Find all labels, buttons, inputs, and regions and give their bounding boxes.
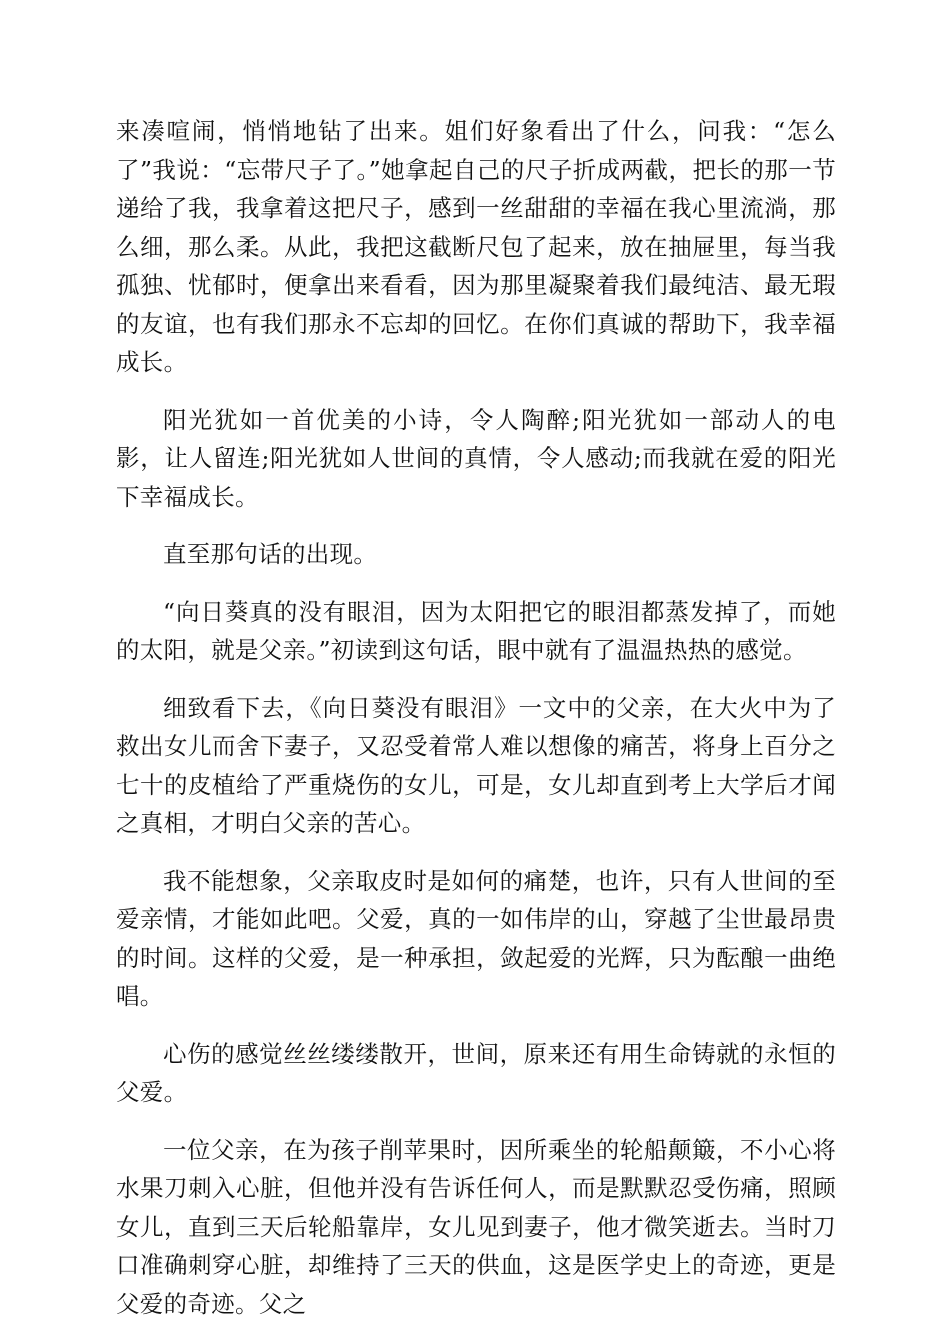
paragraph-4: “向日葵真的没有眼泪，因为太阳把它的眼泪都蒸发掉了，而她的太阳，就是父亲。”初读到这句话，眼中就有了温温热热的感觉。 [116,597,836,664]
paragraph-2: 阳光犹如一首优美的小诗，令人陶醉;阳光犹如一部动人的电影，让人留连;阳光犹如人世间的真情，令人感动;而我就在爱的阳光下幸福成长。 [116,405,836,511]
paragraph-3: 直至那句话的出现。 [163,540,378,568]
paragraph-6: 我不能想象，父亲取皮时是如何的痛楚，也许，只有人世间的至爱亲情，才能如此吧。父爱，真的一如伟岸的山，穿越了尘世最昂贵的时间。这样的父爱，是一种承担，敛起爱的光辉，只为酝酿一曲绝唱。 [116,866,836,1010]
document-body [116,112,836,1342]
paragraph-8: 一位父亲，在为孩子削苹果时，因所乘坐的轮船颠簸，不小心将水果刀刺入心脏，但他并没有告诉任何人，而是默默忍受伤痛，照顾女儿，直到三天后轮船靠岸，女儿见到妻子，他才微笑逝去。当时刀口准确刺穿心脏，却维持了三天的供血，这是医学史上的奇迹，更是父爱的奇迹。父之 [116,1135,836,1318]
paragraph-7: 心伤的感觉丝丝缕缕散开，世间，原来还有用生命铸就的永恒的父爱。 [116,1039,836,1106]
paragraph-1: 来凑喧闹，悄悄地钻了出来。姐们好象看出了什么，问我：“怎么了”我说：“忘带尺子了。”她拿起自己的尺子折成两截，把长的那一节递给了我，我拿着这把尺子，感到一丝甜甜的幸福在我心里流淌，那么细，那么柔。从此，我把这截断尺包了起来，放在抽屉里，每当我孤独、忧郁时，便拿出来看看，因为那里凝聚着我们最纯洁、最无瑕的友谊，也有我们那永不忘却的回忆。在你们真诚的帮助下，我幸福成长。 [116,117,836,376]
paragraph-5: 细致看下去，《向日葵没有眼泪》一文中的父亲，在大火中为了救出女儿而舍下妻子，又忍受着常人难以想像的痛苦，将身上百分之七十的皮植给了严重烧伤的女儿，可是，女儿却直到考上大学后才闻之真相，才明白父亲的苦心。 [116,693,836,837]
